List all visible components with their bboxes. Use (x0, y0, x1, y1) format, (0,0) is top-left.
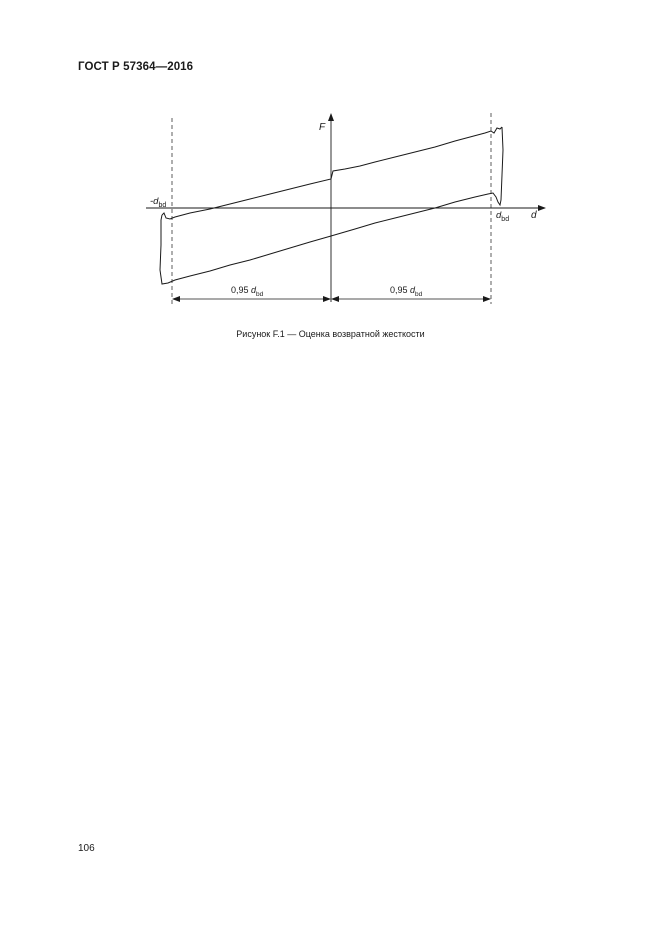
pos-dbd-label: $d_{bd}$ (496, 210, 510, 223)
neg-dbd-label: $-d_{bd}$ (150, 196, 167, 209)
lower-branch-curve (160, 127, 503, 284)
document-code: ГОСТ Р 57364—2016 (78, 61, 194, 73)
figure-caption: Рисунок F.1 — Оценка возвратной жесткости (236, 329, 425, 339)
y-axis-label: F (319, 122, 326, 133)
dimension-left-label: 0,95 $d_{bd}$ (231, 285, 264, 298)
dimension-right-label: 0,95 $d_{bd}$ (390, 285, 423, 298)
x-axis-label: d (531, 210, 537, 221)
page-number: 106 (78, 843, 95, 854)
upper-branch-curve (162, 127, 502, 219)
